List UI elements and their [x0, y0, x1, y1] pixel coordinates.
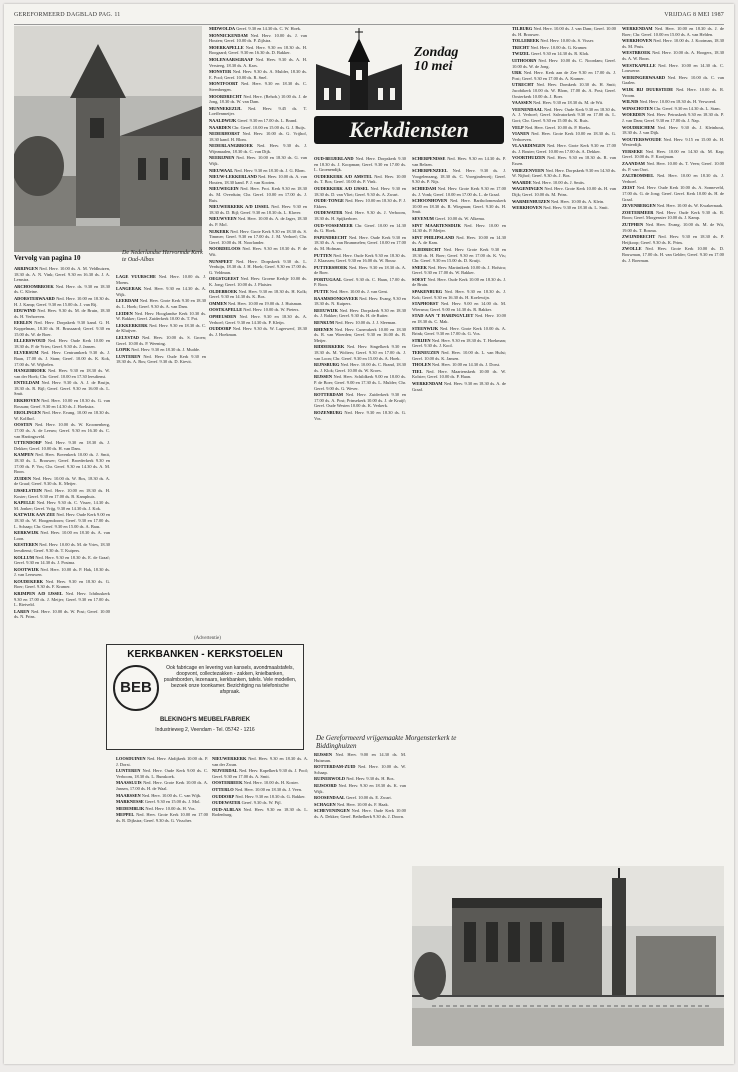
entry-katwijk: KATWIJK AAN ZEE Ned. Herv. Oude Kerk 9.00 en 18.30 ds. W. Hoogendoorn; Geref. 9.30 en 17.00 ds. L. Schaap; Chr. Geref. 9.30 en 15.00 ds. A. Baas.: [14, 512, 110, 529]
entry-erkhoven: ERKHOVEN Ned. Herv. 10.00 en 18.30 ds. G. van Rossum; Geref. 9.30 en 14.30 ds. J. Hoekstra.: [14, 398, 110, 409]
entry-ellerswoud: ELLERSWOUD Ned. Herv. Oude Kerk 10.00 en 18.30 ds. P. de Vries; Geref. 9.30 ds. J. Jansen.: [14, 338, 110, 349]
bottom-photo-caption: De Gereformeerd vrijgemaakte Morgensterkerk te Biddinghuizen: [316, 734, 457, 750]
entry-stad-haringvliet: STAD AAN 'T HARINGVLIET Ned. Herv. 10.00 en 18.30 ds. C. Mak.: [412, 313, 506, 325]
entry-noordeloos: NOORDELOOS Ned. Herv. 9.30 en 18.30 ds. P. de Wit.: [209, 246, 307, 257]
kerkbanken-advertisement: [106, 644, 304, 750]
entry-warmenhuizen: WARMENHUIZEN Ned. Herv. 10.00 ds. A. Klein.: [512, 198, 605, 204]
entry-urk: URK Ned. Herv. Kerk aan de Zee 9.30 en 17.00 ds. J. Post; Geref. 9.30 en 17.00 ds. A. Kramer.: [512, 70, 616, 81]
entry-zeist: ZEIST Ned. Herv. Oude Kerk 10.00 ds. A. Sonneveld, 17.00 ds. G. de Jong; Geref. Geref. Kerk 10.00 ds. H. de Graaf.: [622, 185, 724, 202]
entry-sint-maartensdijk: SINT MAARTENSDIJK Ned. Herv. 10.00 en 14.30 ds. P. Meijer.: [412, 222, 506, 234]
entry-yerseke: YERSEKE Ned. Herv. 10.00 en 14.30 ds. M. Kap; Geref. 10.00 ds. F. Kooijman.: [622, 148, 724, 160]
entry-nederlangbroek: NEDERLANGBROEK Ned. Herv. 9.30 ds. J. Wijnmaalen, 18.30 ds. C. van Dijk.: [209, 143, 307, 154]
entry-zaandam: ZAANDAM Ned. Herv. 10.00 ds. T. Veen; Geref. 10.00 ds. P. van Oort.: [622, 161, 724, 172]
entry-oldebroek: OLDEBROEK Ned. Herv. 9.30 en 18.30 ds. H. Kolk; Geref. 9.30 en 14.30 ds. K. Bos.: [209, 288, 307, 300]
title-day-date: 10 mei: [414, 59, 453, 74]
entry-oosterbeek: OOSTERBEEK Ned. Herv. 10.00 ds. H. Koster.: [212, 780, 299, 786]
kerkdiensten-banner: [314, 114, 504, 146]
column-6: [622, 26, 724, 856]
entry-nunspeet: NUNSPEET Ned. Herv. Dorpskerk 9.30 ds. L. Verduijn, 18.30 ds. J. H. Hoek; Geref. 9.30 en 17.00 ds. G. Veldman.: [209, 258, 307, 275]
entry-sevenum: SEVENUM Geref. 10.00 ds. W. Alkema.: [412, 215, 485, 221]
entry-oud-beijerland: OUD-BEIJERLAND Ned. Herv. Dorpskerk 9.30 en 18.30 ds. J. Koopman; Geref. 9.30 en 17.00 ds. L. Groenendijk.: [314, 156, 406, 173]
entry-monnickendam: MONNICKENDAM Ned. Herv. 10.00 ds. J. van Houten; Geref. 10.00 ds. P. Zijlstra.: [209, 32, 307, 44]
entry-scherpenisse: SCHERPENISSE Ned. Herv. 9.30 en 14.30 ds. P. van Belzen.: [412, 156, 506, 167]
kerkdiensten-title-block: [314, 26, 504, 151]
entry-ouddorp: OUDDORP Ned. Herv. 9.30 ds. W. Lagerwerf, 18.30 ds. J. Hoekman.: [209, 326, 307, 337]
ad-label: (Advertentie): [194, 636, 221, 641]
entry-nieuwaal: NIEUWAAL Ned. Herv. 9.30 en 18.30 ds. J. G. Blom.: [209, 167, 306, 173]
entry-sliedrecht: SLIEDRECHT Ned. Herv. Grote Kerk 9.30 en 18.30 ds. H. Boer; Geref. 9.30 en 17.00 ds. K. Vis; Chr. Geref. 9.30 en 15.00 ds. D. Kruijt.: [412, 246, 506, 264]
entry-lekkerkerk: LEKKERKERK Ned. Herv. 9.30 en 18.30 ds. C. de Kluijver.: [116, 322, 206, 334]
entry-papendrecht: PAPENDRECHT Ned. Herv. Oude Kerk 9.30 en 18.30 ds. A. van Brummelen; Geref. 10.00 en 17.00 ds. M. Hofman.: [314, 234, 406, 251]
entry-loosduinen: LOOSDUINEN Ned. Herv. Abdijkerk 10.00 ds. P. J. Dorst.: [116, 756, 208, 767]
entry-uithoorn: UITHOORN Ned. Herv. 10.00 ds. C. Noordam; Geref. 10.00 ds. W. de Jong.: [512, 57, 616, 69]
entry-ijsselstein: IJSSELSTEIN Ned. Herv. 10.00 en 18.30 ds. H. Koster; Geref. 9.30 en 17.00 ds. B. Kamphuis.: [14, 487, 110, 499]
entry-sint-philipsland: SINT PHILIPSLAND Ned. Herv. 10.00 en 14.30 ds. A. de Kam.: [412, 234, 506, 246]
ad-address: Industrieweg 2, Veendam - Tel. 05742 - 1216: [155, 727, 255, 733]
entry-tricht: TRICHT Ned. Herv. 10.00 ds. G. Kramer.: [512, 44, 588, 50]
entry-werkendam-col4: WERKENDAM Ned. Herv. 9.30 en 18.30 ds. A. de Graaf.: [412, 380, 506, 392]
entry-ommen: OMMEN Ned. Herv. 10.00 en 19.00 ds. J. Huisman.: [209, 300, 303, 306]
entry-oegstgeest: OEGSTGEEST Ned. Herv. Groene Kerkje 10.00 ds. K. Jong; Geref. 10.00 ds. J. Plaisier.: [209, 276, 307, 287]
entry-woerden: WOERDEN Ned. Herv. Petruskerk 9.30 en 18.30 ds. P. J. van Dam; Geref. 9.30 en 17.00 ds. J. Nap.: [622, 112, 724, 123]
entry-zoetermeer: ZOETERMEER Ned. Herv. Oude Kerk 9.30 ds. R. Boon; Geref. Morgenster 10.00 ds. J. Kamp.: [622, 209, 724, 221]
section-heading: Vervolg van pagina 10: [14, 254, 81, 262]
entry-uttendorp: UTTENDORP Ned. Herv. 9.30 en 18.30 ds. J. Dekker; Geref. 10.00 ds. H. van Dam.: [14, 440, 110, 451]
church-line-drawing: [314, 26, 404, 114]
entry-lelystad: LELYSTAD Ned. Herv. 10.00 ds. S. Groen; Geref. 10.00 ds. P. Weening.: [116, 334, 206, 346]
newspaper-page: [4, 4, 734, 1064]
entry-kapelle: KAPELLE Ned. Herv. 9.30 ds. C. Visser, 14.30 ds. M. Jonker; Geref. Vrijg. 9.30 en 14.30 ds. J. Kok.: [14, 500, 110, 511]
entry-rijssen: RIJSSEN Ned. Herv. Schildkerk 9.00 en 18.00 ds. P. de Boer; Geref. 9.00 en 17.30 ds. L. Mulder; Chr. Geref. 9.00 ds. G. Wever.: [314, 374, 406, 391]
entry-wijk-bij-duurstede: WIJK BIJ DUURSTEDE Ned. Herv. 10.00 ds. R. Vroom.: [622, 86, 724, 98]
entry-ruinerwold: RUINERWOLD Ned. Herv. 9.30 ds. H. Bos.: [314, 776, 395, 782]
entry-krimpen: KRIMPEN A/D IJSSEL Ned. Herv. Ichthuskerk 9.30 en 17.00 ds. J. Meijer; Geref. 9.30 en 17.00 ds. L. Rietveld.: [14, 591, 110, 608]
entry-rozenburg: ROZENBURG Ned. Herv. 9.30 en 18.30 ds. G. Vos.: [314, 409, 406, 421]
entry-nieuwegein: NIEUWEGEIN Ned. Herv. Prot. Kerk 9.30 en 18.30 ds. M. Overduin; Chr. Geref. 10.00 en 17.00 ds. J. Ruis.: [209, 186, 307, 203]
entry-rijsoord: RIJSOORD Ned. Herv. 9.30 en 18.30 ds. K. van Wijk.: [314, 782, 406, 794]
entry-oosten: OOSTEN Ned. Herv. 10.00 ds. W. Kroonenberg, 17.00 ds. A. de Leeuw; Geref. 9.30 en 16.30 ds. C. van Hartingsveld.: [14, 422, 110, 439]
entry-schoonhoven: SCHOONHOVEN Ned. Herv. Bartholomeuskerk 10.00 en 18.30 ds. R. Wiegman; Geref. 9.30 ds. H. Smit.: [412, 198, 506, 215]
page-header: [14, 10, 724, 25]
entry-nieuwerkerk-ijssel: NIEUWERKERK A/D IJSSEL Ned. Herv. 9.30 en 18.30 ds. D. Bijl; Geref. 9.30 en 18.30 ds. L. Klaver.: [209, 204, 307, 215]
entry-moordrecht: MOORDRECHT Ned. Herv. (Rehob.) 10.00 ds. J. de Jong, 18.30 ds. W. van Dam.: [209, 93, 307, 105]
entry-rijssen-2: RIJSSEN Ned. Herv. 9.00 en 14.30 ds. M. Huisman.: [314, 752, 406, 763]
entry-veenendaal: VEENENDAAL Ned. Herv. Oude Kerk 9.30 en 18.30 ds. A. J. Verhoef; Geref. Salvatorkerk 9.30 en 17.00 ds. L. Gort; Chr. Geref. 9.30 en 15.00 ds. K. Ruis.: [512, 106, 616, 123]
entry-zuiden: ZUIDEN Ned. Herv. 10.00 ds. W. Bos, 18.30 ds. A. de Graaf; Geref. 9.30 ds. K. Meijer.: [14, 475, 110, 487]
entry-steenwijk: STEENWIJK Ned. Herv. Grote Kerk 10.00 ds. A. Brink; Geref. 9.30 en 17.00 ds. G. Vos.: [412, 325, 506, 337]
entry-winschoten: WINSCHOTEN Chr. Geref. 9.30 en 14.30 ds. L. Stam.: [622, 105, 721, 111]
entry-maarssen: MAARSSEN Ned. Herv. 10.00 ds. C. van Wijk.: [116, 792, 202, 798]
entry-nijverdal: NIJVERDAL Ned. Herv. Kapelkerk 9.30 ds. J. Pool; Geref. 9.30 en 17.00 ds. A. Smit.: [212, 768, 308, 779]
entry-lunteren: LUNTEREN Ned. Herv. Oude Kerk 9.30 en 18.30 ds. A. Bos; Geref. 9.30 ds. D. Kievit.: [116, 353, 206, 365]
entry-medemblik: MEDEMBLIK Ned. Herv. 10.00 ds. H. Vos.: [116, 805, 196, 811]
entry-adorsterwaard: ADORSTERWAARD Ned. Herv. 10.00 en 18.30 ds. H. J. Kamp; Geref. 9.30 en 15.00 ds. J. van Rij.: [14, 295, 110, 307]
entry-munnekezijl: MUNNEKEZIJL Ned. Herv. 9.45 ds. T. Loeffenmeijer.: [209, 105, 307, 117]
header-date: VRIJDAG 8 MEI 1987: [664, 12, 724, 18]
entry-voorthuizen: VOORTHUIZEN Ned. Herv. 9.30 en 18.30 ds. R. van Essen.: [512, 155, 616, 167]
entry-montfoort: MONTFOORT Ned. Herv. 9.30 en 18.30 ds. C. Steenbergen.: [209, 81, 307, 92]
column-2: [209, 26, 307, 634]
entry-kootwijk: KOOTWIJK Ned. Herv. 10.00 ds. P. Hak, 18.30 ds. J. van Leeuwen.: [14, 566, 110, 578]
entry-oudewater: OUDEWATER Ned. Herv. 9.30 ds. J. Verboom, 18.30 ds. H. Spijkerboer.: [314, 210, 406, 221]
entry-rijnsburg: RIJNSBURG Ned. Herv. 10.00 ds. C. Brand, 18.30 ds. J. Klok; Geref. 10.00 ds. W. Kroes.: [314, 362, 406, 373]
entry-scheveningen: SCHEVENINGEN Ned. Herv. Oude Kerk 10.00 ds. A. Dekker; Geref. Bethelkerk 9.30 ds. J. Doorn.: [314, 808, 406, 819]
entry-nederhorst: NEDERHORST Ned. Herv. 10.00 ds. G. Vrijhof, 18.30 kand. H. Blom.: [209, 131, 307, 142]
entry-ouderkerk-amstel: OUDERKERK A/D AMSTEL Ned. Herv. 10.00 ds. T. Bos; Geref. 10.00 ds. P. Vink.: [314, 173, 406, 185]
entry-nieuwerkerk: NIEUWERKERK Ned. Herv. 9.30 en 18.30 ds. A. van der Zwan.: [212, 756, 308, 767]
entry-opheusden: OPHEUSDEN Ned. Herv. 9.30 en 18.30 ds. A. Verhoef; Geref. 9.30 en 14.30 ds. P. Kleijn.: [209, 313, 307, 325]
entry-enteldam: ENTELDAM Ned. Herv. 9.30 ds. A. J. de Bruijn, 18.30 ds. R. Bijl; Geref. Geref. 9.30 en 16.00 ds. L. Smit.: [14, 380, 110, 397]
entry-waarde: WAARDE Ned. Herv. 10.00 ds. J. Smits.: [512, 179, 585, 185]
entry-rotterdam-zuid: ROTTERDAM-ZUID Ned. Herv. 10.00 ds. W. Schaap.: [314, 764, 406, 775]
entry-tollebeek: TOLLEBEEK Ned. Herv. 10.00 ds. S. Visser.: [512, 38, 595, 44]
column-8: [116, 756, 208, 1046]
entry-vianen: VIANEN Ned. Herv. Grote Kerk 10.00 en 18.30 ds. G. Verhoeven.: [512, 131, 616, 142]
entry-oud-vossemeer: OUD-VOSSEMEER Chr. Geref. 10.00 en 14.30 ds. G. Hoek.: [314, 222, 406, 234]
entry-kampen: KAMPEN Ned. Herv. Bovenkerk 10.00 ds. J. Smit, 18.30 ds. L. Brouwer; Geref. Broederkerk 9.30 en 17.00 ds. P. Vos; Chr. Geref. 9.30 en 14.30 ds. A. M. Boon.: [14, 452, 110, 475]
entry-molenaarsgraaf: MOLENAARSGRAAF Ned. Herv. 9.30 ds. A. H. Versteeg, 18.30 ds. A. Kars.: [209, 56, 307, 68]
entry-raamsdonksveer: RAAMSDONKSVEER Ned. Herv. Evang. 9.30 en 18.30 ds. N. Kuipers.: [314, 295, 406, 307]
entry-ouddorp-2: OUDDORP Ned. Herv. 9.30 en 18.30 ds. G. Bakker.: [212, 793, 306, 799]
entry-wageningen: WAGENINGEN Ned. Herv. Grote Kerk 10.00 ds. H. van Dijk; Geref. 10.00 ds. M. Prins.: [512, 186, 616, 198]
entry-oudewater-2: OUDEWATER Geref. 9.30 ds. W. Pijl.: [212, 800, 282, 806]
entry-archoombroek: ARCHOOMBROEK Ned. Herv. ds. 9.30 en 18.30 ds. C. Kleine.: [14, 283, 110, 295]
entry-werkhoven-col5: WERKHOVEN Ned. Herv. 9.30 en 18.30 ds. L. Smit.: [512, 205, 609, 211]
entry-oud-alblas: OUD-ALBLAS Ned. Herv. 9.30 en 18.30 ds. L. Rodenburg.: [212, 806, 308, 818]
entry-soest: SOEST Ned. Herv. Oude Kerk 10.00 en 18.30 ds. J. de Bruin.: [412, 276, 506, 288]
entry-moerkapelle: MOERKAPELLE Ned. Herv. 9.30 en 18.30 ds. H. Boogaard; Geref. 9.30 en 16.30 ds. D. Bakker.: [209, 44, 307, 56]
entry-eerlen: EERLEN Ned. Herv. Dorpskerk 9.30 kand. G. H. Koppelman, 18.30 ds. H. Brussaard; Geref. 9.30 en 15.00 ds. W. de Boer.: [14, 320, 110, 337]
entry-schiedam: SCHIEDAM Ned. Herv. Grote Kerk 9.30 en 17.00 ds. J. Vonk; Geref. 10.00 en 17.00 ds. L. de Graaf.: [412, 185, 506, 197]
entry-portugaal: PORTUGAAL Geref. 9.30 ds. C. Haan, 17.00 ds. P. Roos.: [314, 276, 406, 288]
entry-werkendam: WERKENDAM Ned. Herv. 10.00 en 18.30 ds. J. de Boer; Chr. Geref. 10.00 en 15.00 ds. A. van Helden.: [622, 26, 724, 37]
ad-company: BLEKINGH'S MEUBELFABRIEK: [159, 717, 251, 723]
entry-rhenen: RHENEN Ned. Herv. Cunerakerk 10.00 en 18.30 ds. R. van Woerden; Geref. 9.30 en 16.00 ds. B. Meijer.: [314, 326, 406, 343]
entry-reeuwijk: REEUWIJK Ned. Herv. Dorpskerk 9.30 en 18.30 ds. J. Bakker; Geref. 9.30 ds. H. de Ruiter.: [314, 307, 406, 319]
entry-zwijndrecht: ZWIJNDRECHT Ned. Herv. 9.30 en 18.30 ds. P. Heijkoop; Geref. 9.30 ds. K. Prins.: [622, 234, 724, 245]
entry-naarden: NAARDEN Chr. Geref. 10.00 en 15.00 ds. G. J. Buijs.: [209, 124, 306, 130]
entry-zaltbommel: ZALTBOMMEL Ned. Herv. 10.00 en 18.30 ds. J. Verhoef.: [622, 173, 724, 184]
entry-maassluis: MAASSLUIS Ned. Herv. Grote Kerk 10.00 ds. A. Jansen, 17.00 ds. H. de Waal.: [116, 780, 208, 791]
entry-scherpenzeel: SCHERPENZEEL Ned. Herv. 9.30 ds. J. Voogelenzang, 18.30 ds. C. Vroegindeweij; Geref. 9.30 ds. P. Nijs.: [412, 168, 506, 185]
entry-spakenburg: SPAKENBURG Ned. Herv. 9.30 en 18.30 ds. J. Kok; Geref. 9.30 en 16.30 ds. H. Koelewijn.: [412, 289, 506, 300]
entry-westkapelle: WESTKAPELLE Ned. Herv. 10.00 en 14.30 ds. C. Louwerse.: [622, 62, 724, 74]
entry-erolingen: EROLINGEN Ned. Herv. Evang. 10.00 en 18.30 ds. W. Kolfhof.: [14, 410, 110, 421]
entry-renkum: RENKUM Ned. Herv. 10.00 ds. J. J. Sleeman.: [314, 320, 397, 326]
entry-tiel: TIEL Ned. Herv. Maartenskerk 10.00 ds. W. Kolster; Geref. 10.00 ds. P. Haan.: [412, 368, 506, 380]
entry-meppel: MEPPEL Ned. Herv. Grote Kerk 10.00 en 17.00 ds. R. Dijkstra; Geref. 9.30 ds. G. Visscher.: [116, 812, 208, 823]
entry-oostkapelle: OOSTKAPELLE Ned. Herv. 10.00 ds. W. Pieters.: [209, 307, 300, 313]
entry-koudekerk: KOUDEKERK Ned. Herv. 9.30 en 18.30 ds. G. Boer; Geref. 9.30 ds. F. Kramer.: [14, 578, 110, 590]
entry-zwolle: ZWOLLE Ned. Herv. Grote Kerk 10.00 ds. D. Bouwman, 17.00 ds. H. van Gelder; Geref. 9.30 en 17.00 ds. J. Boerman.: [622, 246, 724, 263]
entry-nieuw-lekkerland: NIEUW-LEKKERLAND Ned. Herv. 10.00 ds. A. van Houten, 18.30 kand. P. J. van Kooten.: [209, 174, 307, 185]
church-photo: [14, 26, 202, 252]
entry-hangebroek: HANGEBROEK Ned. Herv. 9.30 en 18.30 ds. W. van der Hoek; Chr. Geref. 10.00 en 17.30 leesdienst.: [14, 368, 110, 379]
entry-woudrichem: WOUDRICHEM Ned. Herv. 9.30 ds. J. Kleinhout, 18.30 ds. J. van Dijk.: [622, 124, 724, 136]
entry-rotterdam: ROTTERDAM Ned. Herv. Zuiderkerk 9.30 en 17.00 ds. A. Post; Prinsekerk 10.00 ds. J. de Kruijf; Geref. Oude Westen 10.00 ds. K. Verkerk.: [314, 392, 406, 409]
column-7: [116, 274, 206, 634]
entry-tholen: THOLEN Ned. Herv. 10.00 en 14.30 ds. J. Dorst.: [412, 362, 501, 368]
entry-naaldwijk: NAALDWIJK Geref. 9.30 en 17.00 ds. L. Brand.: [209, 117, 298, 123]
entry-langerak: LANGERAK Ned. Herv. 9.30 en 14.30 ds. A. Wijk.: [116, 286, 206, 297]
entry-vlaardingen: VLAARDINGEN Ned. Herv. Grote Kerk 9.30 en 17.00 ds. J. Bouter; Geref. 10.00 en 17.00 ds. A. Dekker.: [512, 143, 616, 154]
entry-vaassen: VAASSEN Ned. Herv. 9.30 en 18.30 ds. M. de Wit.: [512, 100, 604, 106]
entry-otterlo: OTTERLO Ned. Herv. 10.00 en 18.30 ds. J. Veen.: [212, 786, 303, 792]
entry-monster: MONSTER Ned. Herv. 9.30 ds. A. Mulder, 18.30 ds. E. Pool; Geref. 10.00 ds. R. Snel.: [209, 69, 307, 80]
entry-putte: PUTTE Ned. Herv. 10.00 ds. J. van Gent.: [314, 289, 388, 295]
entry-eduwind: EDUWIND Ned. Herv. 9.30 ds. M. de Bruin, 18.30 ds. H. Verhoeven.: [14, 308, 110, 319]
entry-wieringerwaard: WIERINGERWAARD Ned. Herv. 10.00 ds. C. van Gaalen.: [622, 74, 724, 86]
entry-nieuwveen: NIEUWVEEN Ned. Herv. 10.00 ds. A. de Jager, 18.30 ds. P. Mol.: [209, 216, 307, 227]
entry-wilnis: WILNIS Ned. Herv. 10.00 en 18.30 ds. H. Verwoerd.: [622, 99, 717, 105]
column-9: [212, 756, 308, 1046]
entry-kesteren: KESTEREN Ned. Herv. 10.00 ds. M. de Vries, 18.30 leesdienst; Geref. 9.30 ds. T. Kuipers.: [14, 542, 110, 553]
entry-arringen: ARRINGEN Ned. Herv. 10.00 ds. A. M. Veldhuizen, 18.30 ds. A. N. Vink; Geref. 9.30 en 16.30 ds. J. A. Lemstra.: [14, 266, 110, 283]
title-date: [414, 46, 458, 74]
entry-kollum: KOLLUM Ned. Herv. 9.30 en 18.30 ds. E. de Graaf; Geref. 9.30 en 14.30 ds. J. Postma.: [14, 554, 110, 566]
entry-twizel: TWIZEL Geref. 9.30 en 14.30 ds. R. Klok.: [512, 51, 590, 57]
church-illustration: [14, 26, 202, 252]
morgensterkerk-photo: [412, 866, 724, 1046]
entry-westbroek: WESTBROEK Ned. Herv. 10.00 ds. A. Hoogers, 18.30 ds. A. W. Boon.: [622, 50, 724, 61]
entry-neerijnen: NEERIJNEN Ned. Herv. 10.00 en 18.30 ds. G. van Wijk.: [209, 155, 307, 167]
entry-midwolda: MIDWOLDA Geref. 9.30 en 14.30 ds. C. W. Hoek.: [209, 26, 302, 31]
ad-title: KERKBANKEN - KERKSTOELEN: [127, 649, 283, 660]
entry-lage-vuursche: LAGE VUURSCHE Ned. Herv. 10.00 ds. J. Moens.: [116, 274, 206, 285]
entry-terneuzen: TERNEUZEN Ned. Herv. 10.00 ds. L. van Hulst; Geref. 10.00 ds. K. Jansen.: [412, 350, 506, 361]
entry-schagen: SCHAGEN Ned. Herv. 10.00 ds. F. Haak.: [314, 801, 389, 807]
entry-roosendaal: ROOSENDAAL Geref. 10.00 ds. E. Zwart.: [314, 795, 392, 801]
modern-church-illustration: [412, 866, 724, 1046]
entry-vriezenveen: VRIEZENVEEN Ned. Herv. Dorpskerk 9.30 en 14.30 ds. W. Nijhof; Geref. 9.30 ds. J. Bos.: [512, 167, 616, 179]
entry-utrecht: UTRECHT Ned. Herv. Domkerk 10.30 ds. H. Smit; Jacobikerk 10.00 ds. W. Blom, 17.00 ds. A. Post; Geref. Oosterkerk 10.00 ds. J. Boer.: [512, 82, 616, 99]
title-day: Zondag: [414, 45, 459, 60]
entry-leiden: LEIDEN Ned. Herv. Hooglandse Kerk 10.30 ds. W. Bakker; Geref. Zuiderkerk 10.00 ds. T. Pot.: [116, 310, 206, 322]
entry-tilburg: TILBURG Ned. Herv. 10.00 ds. J. van Dam; Geref. 10.00 ds. H. Brouwer.: [512, 26, 616, 37]
entry-werkhoven: WERKHOVEN Ned. Herv. 10.00 ds. J. Kooiman, 18.30 ds. M. Pruis.: [622, 38, 724, 49]
entry-velp: VELP Ned. Herv. Geref. 10.00 ds. P. Hoeks.: [512, 124, 591, 130]
entry-lopik: LOPIK Ned. Herv. 9.30 en 18.30 ds. J. Mudde.: [116, 347, 201, 353]
entry-lunteren-2: LUNTEREN Ned. Herv. Oude Kerk 9.00 ds. C. Verboom, 18.30 ds. L. Bunskoek.: [116, 768, 208, 779]
column-10: [314, 752, 406, 1046]
entry-puttershoek: PUTTERSHOEK Ned. Herv. 9.30 en 18.30 ds. A. de Boer.: [314, 264, 406, 276]
entry-nijkerk: NIJKERK Ned. Herv. Grote Kerk 9.30 en 18.30 ds. S. Timmer; Geref. 9.30 en 17.00 ds. J. M. Verhoef; Chr. Geref. 10.00 ds. H. Noorlander.: [209, 228, 307, 245]
entry-zevenbergen: ZEVENBERGEN Ned. Herv. 10.00 ds. W. Kwakernaak.: [622, 203, 724, 209]
entry-ridderkerk: RIDDERKERK Ned. Herv. Singelkerk 9.30 en 18.30 ds. M. Wolters; Geref. 9.30 en 17.00 ds. J. van Loon; Chr. Geref. 9.30 en 15.00 ds. A. Hoek.: [314, 344, 406, 361]
entry-putten: PUTTEN Ned. Herv. Oude Kerk 9.30 en 18.30 ds. J. Klaassen; Geref. 9.30 en 16.00 ds. W. Bouw.: [314, 252, 406, 264]
entry-staphorst: STAPHORST Ned. Herv. 9.00 en 14.00 ds. M. Wiersma; Geref. 9.00 en 14.30 ds. R. Bakker.: [412, 301, 506, 312]
entry-elversum: ELVERSUM Ned. Herv. Centrumkerk 9.30 ds. J. Baan, 17.00 ds. J. Stam; Geref. 10.00 ds. K. Kok, 17.00 ds. W. Wijbelen.: [14, 350, 110, 367]
entry-strijen: STRIJEN Ned. Herv. 9.30 en 18.30 ds. T. Hoekman; Geref. 9.30 ds. J. Kool.: [412, 337, 506, 349]
entry-marknesse: MARKNESSE Geref. 9.30 en 15.00 ds. J. Mol.: [116, 799, 201, 805]
entry-kerkwijk: KERKWIJK Ned. Herv. 10.00 en 18.30 ds. A. van Loon.: [14, 530, 110, 541]
kerkdiensten-banner-text: Kerkdiensten: [349, 117, 469, 142]
entry-oude-tonge: OUDE-TONGE Ned. Herv. 10.00 en 18.30 ds. P. J. Ekkers.: [314, 198, 406, 209]
column-1: [14, 266, 110, 1048]
entry-zutphen: ZUTPHEN Ned. Herv. Evang. 10.00 ds. M. de Wit, 19.00 ds. T. Bosma.: [622, 222, 724, 233]
entry-leerdam: LEERDAM Ned. Herv. Grote Kerk 9.30 en 18.30 ds. L. Hoek; Geref. 9.30 ds. A. van Dam.: [116, 298, 206, 309]
entry-laren: LAREN Ned. Herv. 10.00 ds. W. Post; Geref. 10.00 ds. N. Prins.: [14, 608, 110, 620]
church-photo-caption: De Nederlandse Hervormde Kerk te Oud-Albas: [122, 250, 203, 263]
entry-sneek: SNEEK Ned. Herv. Martinikerk 10.00 ds. J. Hofstra; Geref. 9.30 en 17.00 ds. W. Bakker.: [412, 264, 506, 276]
column-5: [512, 26, 616, 856]
entry-wouterswoude: WOUTERSWOUDE Ned. Herv. 9.15 en 15.00 ds. H. Westerdijk.: [622, 136, 724, 148]
ad-body-text: Ook fabricage en levering van kansels, avondmaalstafels, doopvont, collectezakken - zakken, knielbanken, psalmborden, lezenaars, kerkbanken, tafels. Vele modellen, bezoek onze toonkamer. Bezichtiging na telefonische afspraak.: [163, 665, 297, 695]
header-left: GEREFORMEERD DAGBLAD PAG. 11: [14, 12, 121, 18]
column-3: [314, 156, 406, 726]
entry-ouderkerk-ijssel: OUDERKERK A/D IJSSEL Ned. Herv. 9.30 en 18.30 ds. D. van Vliet; Geref. 9.30 ds. A. Zwart.: [314, 185, 406, 197]
ad-logo: BEB: [113, 665, 159, 711]
column-4: [412, 156, 506, 726]
